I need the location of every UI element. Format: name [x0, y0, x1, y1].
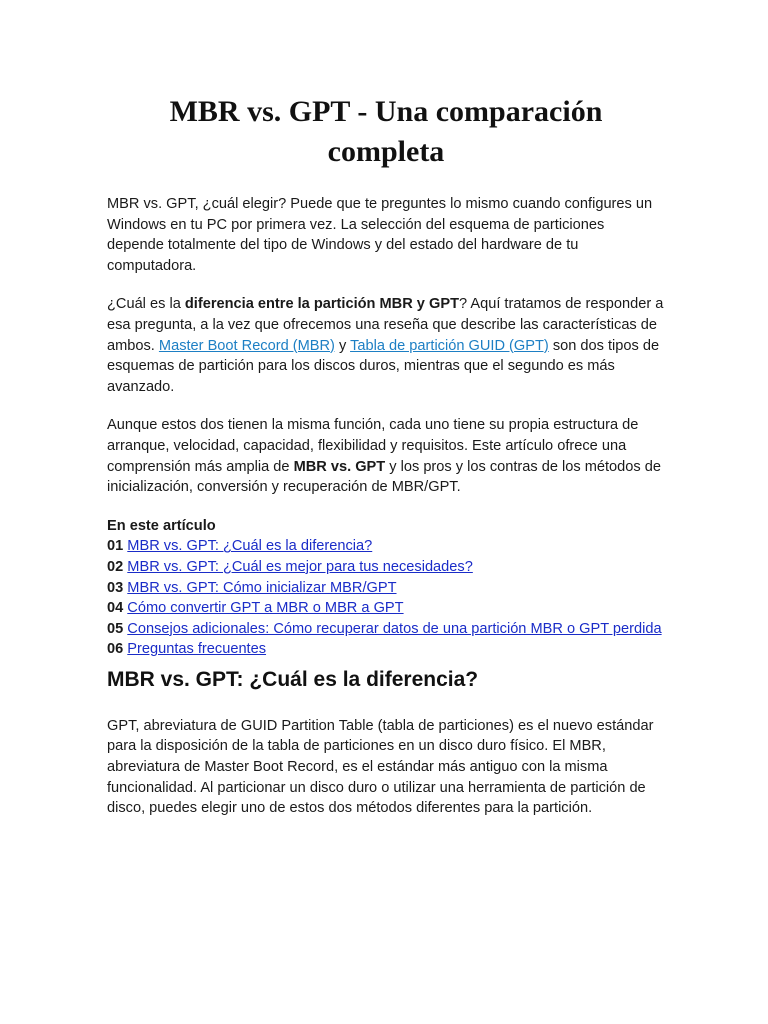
toc-item	[107, 598, 665, 619]
p3-text-end: y los pros y los contras de los métodos de inicialización, conversión y recuperación de MBR/GPT.	[107, 458, 661, 496]
toc-item	[107, 536, 665, 557]
p3-bold-phrase: MBR vs. GPT	[293, 458, 386, 475]
section-heading-difference: MBR vs. GPT: ¿Cuál es la diferencia?	[107, 667, 479, 691]
toc-number: 02	[107, 558, 124, 575]
toc-item	[107, 578, 665, 599]
mbr-link[interactable]: Master Boot Record (MBR)	[158, 337, 335, 354]
toc-item	[107, 557, 665, 578]
toc-link-convert[interactable]: Cómo convertir GPT a MBR o MBR a GPT	[127, 600, 404, 617]
toc-heading: En este artículo	[107, 517, 216, 534]
toc-number: 06	[107, 641, 124, 658]
table-of-contents	[107, 516, 665, 660]
p2-conjunction: y	[334, 337, 351, 354]
difference-paragraph	[107, 294, 665, 397]
intro-paragraph: MBR vs. GPT, ¿cuál elegir? Puede que te preguntes lo mismo cuando configures un Windows en tu PC por primera vez. La selección del esquema de particiones depende totalmente del tipo de Windows y del estado del hardware de tu computadora.	[107, 196, 653, 274]
toc-link-initialize[interactable]: MBR vs. GPT: Cómo inicializar MBR/GPT	[127, 579, 397, 596]
document-page	[107, 92, 665, 837]
toc-item	[107, 639, 665, 660]
p2-text-end: son dos tipos de esquemas de partición para los discos duros, mientras que el segundo es más avanzado.	[107, 337, 660, 395]
p2-text-start: ¿Cuál es la	[107, 296, 185, 313]
toc-link-recover[interactable]: Consejos adicionales: Cómo recuperar datos de una partición MBR o GPT perdida	[127, 620, 662, 637]
toc-link-which-better[interactable]: MBR vs. GPT: ¿Cuál es mejor para tus necesidades?	[127, 558, 473, 575]
section-body-paragraph: GPT, abreviatura de GUID Partition Table (tabla de particiones) es el nuevo estándar para la disposición de la tabla de particiones en un disco duro físico. El MBR, abreviatura de Master Boot Record, es el estándar más antiguo con la misma funcionalidad. Al particionar un disco duro o utilizar una herramienta de partición de disco, puedes elegir uno de estos dos métodos diferentes para la partición.	[107, 717, 654, 817]
page-title: MBR vs. GPT - Una comparación completa	[169, 95, 603, 168]
toc-list	[107, 536, 665, 660]
function-paragraph	[107, 415, 665, 497]
toc-number: 05	[107, 620, 124, 637]
toc-link-faq[interactable]: Preguntas frecuentes	[127, 641, 267, 658]
toc-link-difference[interactable]: MBR vs. GPT: ¿Cuál es la diferencia?	[127, 538, 373, 555]
toc-item	[107, 619, 665, 640]
p2-text-middle: ? Aquí tratamos de responder a esa pregunta, a la vez que ofrecemos una reseña que describe las características de ambos.	[107, 296, 664, 354]
toc-number: 01	[107, 538, 124, 555]
gpt-link[interactable]: Tabla de partición GUID (GPT)	[350, 337, 549, 354]
p2-bold-phrase: diferencia entre la partición MBR y GPT	[184, 296, 459, 313]
toc-number: 03	[107, 579, 124, 596]
toc-number: 04	[107, 600, 124, 617]
p3-text-start: Aunque estos dos tienen la misma función, cada uno tiene su propia estructura de arranque, velocidad, capacidad, flexibilidad y requisitos. Este artículo ofrece una comprensión más amplia de	[107, 417, 639, 475]
